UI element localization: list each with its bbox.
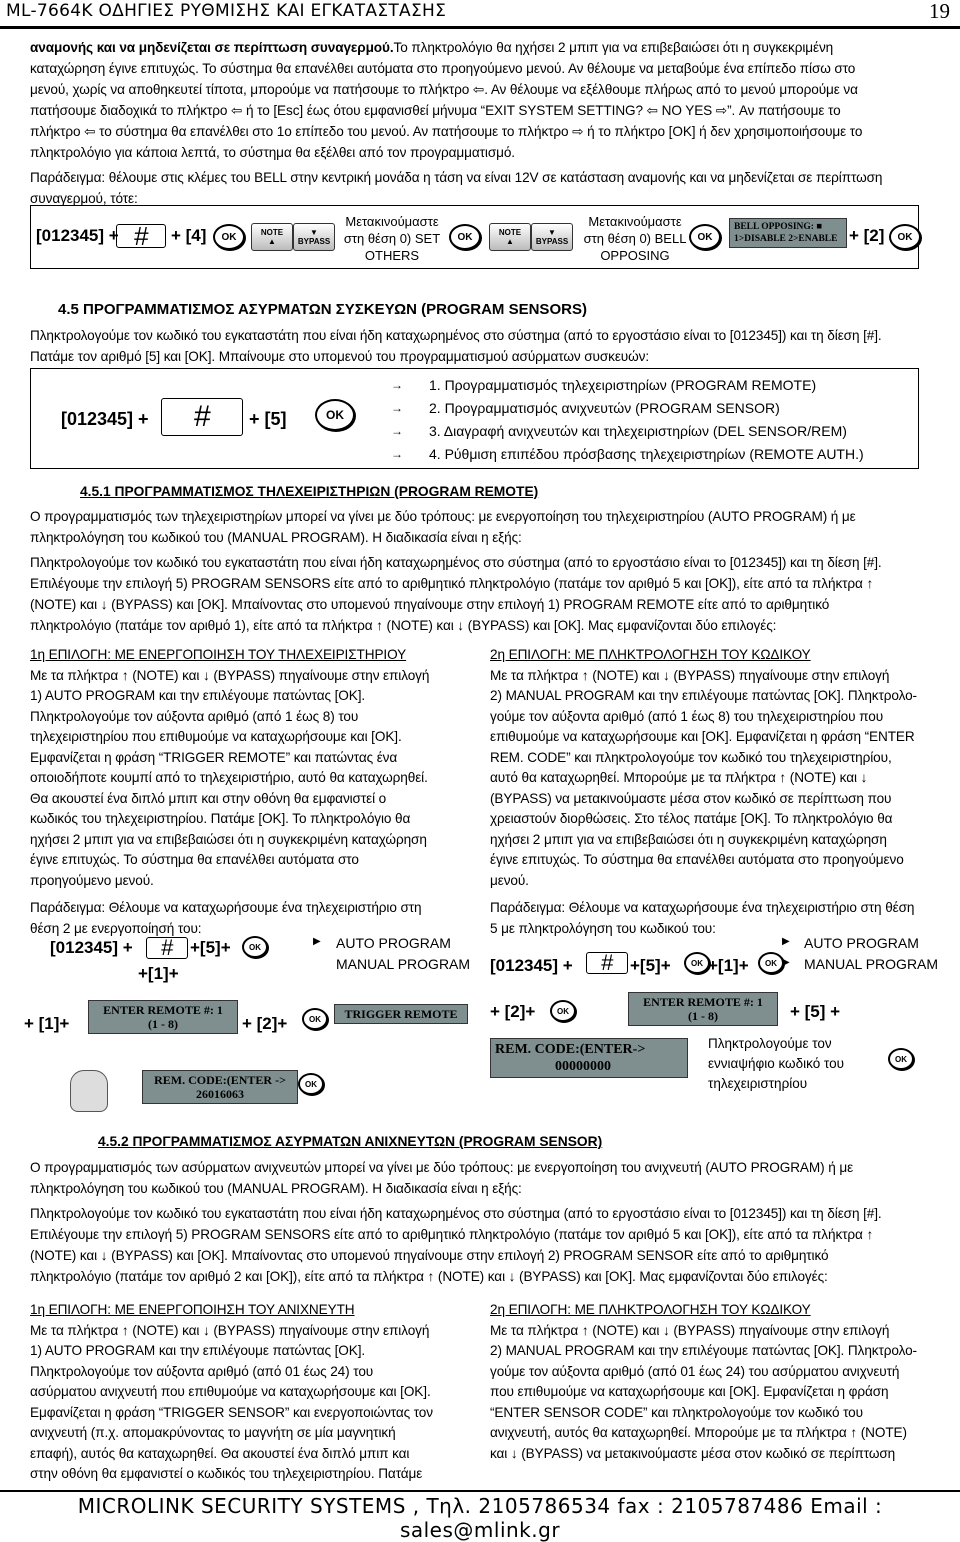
lcd-line: REM. CODE:(ENTER-> — [495, 1042, 646, 1057]
nine-digit-note — [708, 1034, 868, 1094]
intro-line: πληκτρολόγιο για κάποια λεπτά, το σύστημα θα εξέλθει από τον προγραμματισμό. — [30, 145, 515, 160]
option-line: που επιθυμούμε να καταχωρήσουμε και [OK]. Εμφανίζεται η φράση — [490, 1384, 889, 1399]
option-line: γούμε τον αύξοντα αριθμό (από 01 έως 24) του ασύρματου ανιχνευτή — [490, 1363, 900, 1379]
pointer-icon: ▶ — [313, 936, 321, 947]
ok-key-icon: OK — [298, 1073, 324, 1095]
key-2: + [2]+ — [490, 1002, 536, 1021]
lcd-bell-opposing — [729, 218, 847, 248]
paragraph-line: Ο προγραμματισμός των τηλεχειριστηρίων μπορεί να γίνει με δύο τρόπους: με ενεργοποίηση του τηλεχειριστηρίου (AUTO PROGRAM) ή με — [30, 509, 856, 524]
submenu-item — [391, 419, 911, 442]
lcd-line: 00000000 — [555, 1059, 611, 1074]
footer-contact: MICROLINK SECURITY SYSTEMS , Τηλ. 2105786534 fax : 2105787486 Email : sales@mlink.gr — [77, 1494, 883, 1542]
program-sensors-box — [30, 368, 919, 469]
paragraph-line: πληκτρολόγηση του κωδικού του (MANUAL PROGRAM). Η διαδικασία είναι η εξής: — [30, 1181, 522, 1196]
option-line: Εμφανίζεται η φράση “TRIGGER REMOTE” και πατώντας ένα — [30, 749, 398, 765]
lcd-line: BELL OPPOSING: ■ — [734, 222, 823, 232]
option-line: Πληκτρολογούμε τον αύξοντα αριθμό (από 01 έως 24) του — [30, 1363, 374, 1379]
submenu-item — [391, 373, 911, 396]
ok-key-icon: OK — [302, 1008, 328, 1030]
remote-option-1 — [30, 645, 475, 939]
intro-line: πλήκτρο ⇦ το σύστημα θα επανέλθει στο 1ο επίπεδο του μενού. Αν πατήσουμε το πλήκτρο ⇨ ή το πλήκτρο [OK] ή δεν χρησιμοποιήσουμε το — [30, 124, 863, 139]
option-example: 5 με πληκτρολόγηση του κωδικού του: — [490, 920, 716, 936]
key-1: +[1]+ — [708, 956, 749, 975]
ok-key-icon: OK — [689, 224, 721, 250]
option-line: γούμε τον αύξοντα αριθμό (από 1 έως 8) του τηλεχειριστηρίου που — [490, 708, 884, 724]
example-sequence-box — [30, 205, 919, 269]
option-line: Με τα πλήκτρα ↑ (NOTE) και ↓ (BYPASS) πηγαίνουμε στην επιλογή — [30, 1322, 430, 1338]
lcd-line: REM. CODE:(ENTER -> — [154, 1073, 286, 1087]
key-1: +[1]+ — [138, 964, 179, 983]
intro-bold: αναμονής και να μηδενίζεται σε περίπτωση συναγερμού. — [30, 40, 394, 55]
paragraph-line: (NOTE) και ↓ (BYPASS) και [OK]. Μπαίνοντας στο υπομενού πηγαίνουμε στην επιλογή 1) PROGRAM REMOTE είτε από το αριθμητικό — [30, 597, 830, 612]
option-line: ασύρματου ανιχνευτή που επιθυμούμε να καταχωρήσουμε και [OK]. — [30, 1384, 431, 1399]
lcd-line: ENTER REMOTE #: 1 — [643, 995, 763, 1009]
arrow-icon: → — [391, 377, 403, 392]
option-line: 1) AUTO PROGRAM και την επιλέγουμε πατώντας [OK]. — [30, 1343, 366, 1358]
remote-control-icon — [70, 1070, 108, 1112]
paragraph-line: Επιλέγουμε την επιλογή 5) PROGRAM SENSORS είτε από το αριθμητικό πληκτρολόγιο (πατάμε τον αριθμό 5 και [OK]), είτε από τα πλήκτρα ↑ — [30, 576, 874, 591]
intro-line: μενού, χωρίς να αποθηκευτεί τίποτα, μπορούμε να πατήσουμε το πλήκτρο ⇦. Αν θέλουμε να εξέλθουμε πλήρως από το μενού μπορούμε να — [30, 82, 858, 97]
submenu-label: 1. Προγραμματισμός τηλεχειριστηρίων (PROGRAM REMOTE) — [429, 376, 817, 393]
option-line: έγινε επιτυχώς. Το σύστημα θα επανέλθει αυτόματα στο προηγούμενο — [490, 852, 904, 867]
option-title: 1η ΕΠΙΛΟΓΗ: ΜΕ ΕΝΕΡΓΟΠΟΙΗΣΗ ΤΟΥ ΤΗΛΕΧΕΙΡΙΣΤΗΡΙΟΥ — [30, 647, 407, 662]
option-line: 2) MANUAL PROGRAM και την επιλέγουμε πατώντας [OK]. Πληκτρολο- — [490, 688, 917, 703]
auto-program-label: AUTO PROGRAM — [804, 935, 919, 951]
ok-key-icon: OK — [758, 952, 784, 974]
intro-paragraph — [30, 37, 955, 209]
ok-key-icon: OK — [315, 399, 355, 431]
lcd-line: (1 - 8) — [148, 1017, 178, 1031]
example-line: συναγερμού, τότε: — [30, 191, 138, 206]
option-line: στην οθόνη θα εμφανιστεί ο κωδικός του τηλεχειριστηρίου. Πατάμε — [30, 1466, 423, 1481]
option-title: 2η ΕΠΙΛΟΓΗ: ΜΕ ΠΛΗΚΤΡΟΛΟΓΗΣΗ ΤΟΥ ΚΩΔΙΚΟΥ — [490, 647, 811, 662]
lcd-line: (1 - 8) — [688, 1009, 718, 1023]
submenu-item — [391, 396, 911, 419]
option-example: Παράδειγμα: Θέλουμε να καταχωρήσουμε ένα τηλεχειριστήριο στη θέση — [490, 900, 915, 915]
lcd-enter-remote — [88, 1000, 238, 1034]
option-line: χρειαστούν διορθώσεις. Στο τέλος πατάμε [OK]. Το πληκτρολόγιο θα — [490, 811, 893, 826]
option-line: ηχήσει 2 μπιπ για να επιβεβαιώσει ότι η συγκεκριμένη καταχώρηση — [490, 831, 887, 847]
installer-code: [012345] + — [50, 938, 133, 957]
lcd-line: ENTER REMOTE #: 1 — [103, 1003, 223, 1017]
option-title: 2η ΕΠΙΛΟΓΗ: ΜΕ ΠΛΗΚΤΡΟΛΟΓΗΣΗ ΤΟΥ ΚΩΔΙΚΟΥ — [490, 1302, 811, 1317]
option-line: Εμφανίζεται η φράση “TRIGGER SENSOR” και ενεργοποιώντας τον — [30, 1404, 433, 1420]
move-note-line: στη θέση 0) BELL — [583, 231, 687, 246]
remote-auto-diagram — [24, 930, 480, 1110]
installer-code: [012345] + — [61, 409, 149, 429]
lcd-line: 26016063 — [196, 1087, 244, 1101]
lcd-rem-code — [142, 1070, 298, 1104]
option-line: έγινε επιτυχώς. Το σύστημα θα επανέλθει αυτόματα στο — [30, 852, 359, 867]
remote-option-2 — [490, 645, 950, 939]
option-line: και ↓ (BYPASS) να μετακινούμαστε μέσα στον κωδικό σε περίπτωση — [490, 1445, 896, 1461]
note-line: εννιαψήφιο κωδικό του — [708, 1056, 844, 1071]
paragraph-line: Πληκτρολογούμε τον κωδικό του εγκαταστάτη που είναι ήδη καταχωρημένος στο σύστημα (από το εργοστάσιο είναι το [012345]) και τη δίεση [#]. — [30, 328, 882, 343]
installer-code: [012345] + — [490, 956, 573, 975]
option-example: θέση 2 με ενεργοποίησή του: — [30, 920, 202, 936]
option-line: “ENTER SENSOR CODE” και πληκτρολογούμε τον κωδικό του — [490, 1404, 863, 1420]
paragraph-line: πληκτρολόγηση του κωδικού του (MANUAL PROGRAM). Η διαδικασία είναι η εξής: — [30, 530, 522, 545]
key-5: + [5] + — [790, 1002, 841, 1021]
move-note-line: OTHERS — [364, 248, 420, 263]
sensor-option-2 — [490, 1300, 950, 1464]
option-line: τηλεχειριστηρίου που επιθυμούμε να καταχωρήσουμε και [OK]. — [30, 729, 402, 744]
page-number: 19 — [929, 0, 950, 23]
move-note-2 — [579, 213, 691, 264]
paragraph-line: Πληκτρολογούμε τον κωδικό του εγκαταστάτη που είναι ήδη καταχωρημένος στο σύστημα (από το εργοστάσιο είναι το [012345]) και τη δίεση [#]. — [30, 1206, 882, 1221]
option-line: οποιοδήποτε κουμπί από το τηλεχειριστήριο, αυτό θα καταχωρηθεί. — [30, 770, 428, 785]
paragraph-line: πληκτρολόγιο (πατάμε τον αριθμό 1), είτε από τα πλήκτρα ↑ (NOTE) και ↓ (BYPASS) και [OK]. Μας εμφανίζονται δύο επιλογές: — [30, 618, 777, 633]
note-line: Πληκτρολογούμε τον — [708, 1036, 832, 1051]
section-4-5-title: 4.5 ΠΡΟΓΡΑΜΜΑΤΙΣΜΟΣ ΑΣΥΡΜΑΤΩΝ ΣΥΣΚΕΥΩΝ (PROGRAM SENSORS) — [58, 301, 587, 318]
move-note-line: OPPOSING — [600, 248, 670, 263]
section-4-5-paragraph — [30, 325, 955, 367]
paragraph-line: Πατάμε τον αριθμό [5] και [OK]. Μπαίνουμε στο υπομενού του προγραμματισμού ασύρματων συσκευών: — [30, 349, 650, 364]
key-5: +[5]+ — [630, 956, 671, 975]
option-line: Με τα πλήκτρα ↑ (NOTE) και ↓ (BYPASS) πηγαίνουμε στην επιλογή — [30, 667, 430, 683]
option-line: 1) AUTO PROGRAM και την επιλέγουμε πατώντας [OK]. — [30, 688, 366, 703]
option-example: Παράδειγμα: Θέλουμε να καταχωρήσουμε ένα τηλεχειριστήριο στη — [30, 900, 422, 915]
bypass-key-icon: ▼ BYPASS — [293, 223, 335, 251]
lcd-rem-code — [490, 1038, 688, 1078]
installer-code: [012345] + — [36, 226, 119, 245]
ok-key-icon: OK — [449, 224, 481, 250]
option-line: ηχήσει 2 μπιπ για να επιβεβαιώσει ότι η συγκεκριμένη καταχώρηση — [30, 831, 427, 847]
move-note-1 — [337, 213, 447, 264]
arrow-icon: → — [391, 423, 403, 438]
option-line: αυτό θα καταχωρηθεί. Μπορούμε με τα πλήκτρα ↑ (NOTE) και ↓ — [490, 770, 868, 785]
option-line: μενού. — [490, 872, 529, 888]
option-line: Θα ακουστεί ένα διπλό μπιπ και στην οθόνη θα εμφανιστεί ο — [30, 790, 387, 806]
submenu-label: 4. Ρύθμιση επιπέδου πρόσβασης τηλεχειριστηρίων (REMOTE AUTH.) — [429, 445, 864, 462]
note-key-icon: NOTE ▲ — [251, 223, 293, 251]
option-line: επαφή), αυτός θα καταχωρηθεί. Θα ακουστεί ένα διπλό μπιπ και — [30, 1445, 410, 1461]
note-line: τηλεχειριστηρίου — [708, 1076, 808, 1091]
section-4-5-1-title: 4.5.1 ΠΡΟΓΡΑΜΜΑΤΙΣΜΟΣ ΤΗΛΕΧΕΙΡΙΣΤΗΡΙΩΝ (PROGRAM REMOTE) — [80, 484, 539, 499]
lcd-line: 1>DISABLE 2>ENABLE — [734, 234, 838, 244]
manual-program-label: MANUAL PROGRAM — [336, 956, 471, 972]
hash-key: # — [586, 952, 628, 974]
move-note-line: Μετακινούμαστε — [345, 214, 439, 229]
key-2: + [2]+ — [242, 1014, 288, 1033]
ok-key-icon: OK — [242, 936, 268, 958]
note-key-icon: NOTE ▲ — [489, 223, 531, 251]
remote-manual-diagram — [490, 930, 955, 1110]
lcd-enter-remote — [628, 992, 778, 1026]
option-line: Με τα πλήκτρα ↑ (NOTE) και ↓ (BYPASS) πηγαίνουμε στην επιλογή — [490, 667, 890, 683]
manual-program-label: MANUAL PROGRAM — [804, 956, 939, 972]
submenu-list — [391, 373, 911, 465]
ok-key-icon: OK — [550, 1000, 576, 1022]
option-line: ανιχνευτή, αυτός θα καταχωρηθεί. Μπορούμε με τα πλήκτρα ↑ (NOTE) — [490, 1425, 907, 1440]
header-title: ML-7664K ΟΔΗΓΙΕΣ ΡΥΘΜΙΣΗΣ ΚΑΙ ΕΓΚΑΤΑΣΤΑΣΗΣ — [6, 1, 447, 21]
key-4: + [4] — [171, 226, 207, 245]
intro-line: Το πληκτρολόγιο θα ηχήσει 2 μπιπ για να επιβεβαιώσει ότι η συγκεκριμένη — [393, 40, 834, 55]
option-line: 2) MANUAL PROGRAM και την επιλέγουμε πατώντας [OK]. Πληκτρολο- — [490, 1343, 917, 1358]
option-title: 1η ΕΠΙΛΟΓΗ: ΜΕ ΕΝΕΡΓΟΠΟΙΗΣΗ ΤΟΥ ΑΝΙΧΝΕΥΤΗ — [30, 1302, 355, 1317]
key-5: + [5] — [249, 409, 287, 429]
bypass-key-icon: ▼ BYPASS — [531, 223, 573, 251]
pointer-icon: ▶ — [782, 957, 790, 968]
hash-key: # — [146, 937, 188, 959]
option-line: επιθυμούμε να καταχωρήσουμε και [OK]. Εμφανίζεται η φράση “ENTER — [490, 729, 915, 744]
submenu-label: 3. Διαγραφή ανιχνευτών και τηλεχειριστηρίων (DEL SENSOR/REM) — [429, 422, 847, 439]
header-divider — [0, 26, 960, 29]
ok-key-icon: OK — [888, 1048, 914, 1070]
option-line: (BYPASS) να μετακινούμαστε μέσα στον κωδικό σε περίπτωση που — [490, 790, 892, 806]
paragraph-line: Πληκτρολογούμε τον κωδικό του εγκαταστάτη που είναι ήδη καταχωρημένος στο σύστημα (από το εργοστάσιο είναι το [012345]) και τη δίεση [#]. — [30, 555, 882, 570]
submenu-label: 2. Προγραμματισμός ανιχνευτών (PROGRAM SENSOR) — [429, 399, 780, 416]
pointer-icon: ▶ — [782, 936, 790, 947]
key-5: +[5]+ — [190, 938, 231, 957]
paragraph-line: πληκτρολόγιο (πατάμε τον αριθμό 2 και [OK]), είτε από τα πλήκτρα ↑ (NOTE) και ↓ (BYPASS) και [OK]. Μας εμφανίζονται δύο επιλογές: — [30, 1269, 828, 1284]
paragraph-line: Ο προγραμματισμός των ασύρματων ανιχνευτών μπορεί να γίνει με δύο τρόπους: με ενεργοποίηση του ανιχνευτή (AUTO PROGRAM) ή με — [30, 1160, 854, 1175]
section-4-5-2-title: 4.5.2 ΠΡΟΓΡΑΜΜΑΤΙΣΜΟΣ ΑΣΥΡΜΑΤΩΝ ΑΝΙΧΝΕΥΤΩΝ (PROGRAM SENSOR) — [98, 1134, 603, 1149]
option-line: κωδικός του τηλεχειριστηρίου. Πατάμε [OK]. Το πληκτρολόγιο θα — [30, 811, 411, 826]
hash-key: # — [116, 224, 166, 248]
ok-key-icon: OK — [684, 952, 710, 974]
arrow-icon: → — [391, 400, 403, 415]
intro-line: καταχώρηση έγινε επιτυχώς. Το σύστημα θα επανέλθει αυτόματα στο προηγούμενο μενού. Αν θέλουμε να μεταβούμε ένα επίπεδο πίσω στο — [30, 61, 856, 76]
move-note-line: στη θέση 0) SET — [343, 231, 441, 246]
submenu-item — [391, 442, 911, 465]
example-line: Παράδειγμα: θέλουμε στις κλέμες του BELL στην κεντρική μονάδα η τάση να είναι 12V σε κατάσταση αναμονής και να μηδενίζεται σε περίπτωση — [30, 170, 883, 185]
option-line: REM. CODE” και πληκτρολογούμε τον κωδικό του τηλεχειριστηρίου, — [490, 749, 892, 765]
option-line: προηγούμενο μενού. — [30, 872, 154, 888]
sensor-option-1 — [30, 1300, 475, 1485]
paragraph-line: Επιλέγουμε την επιλογή 5) PROGRAM SENSORS είτε από το αριθμητικό πληκτρολόγιο (πατάμε τον αριθμό 5 και [OK]), είτε από τα πλήκτρα ↑ — [30, 1227, 874, 1242]
option-line: Με τα πλήκτρα ↑ (NOTE) και ↓ (BYPASS) πηγαίνουμε στην επιλογή — [490, 1322, 890, 1338]
option-line: Πληκτρολογούμε τον αύξοντα αριθμό (από 1 έως 8) του — [30, 708, 359, 724]
arrow-icon: → — [391, 446, 403, 461]
ok-key-icon: OK — [213, 224, 245, 250]
lcd-trigger-remote: TRIGGER REMOTE — [334, 1004, 468, 1024]
move-note-line: Μετακινούμαστε — [588, 214, 682, 229]
option-line: ανιχνευτή (π.χ. απομακρύνοντας το μαγνήτη σε μία μαγνητική — [30, 1425, 396, 1440]
key-1: + [1]+ — [24, 1014, 70, 1033]
hash-key: # — [161, 398, 243, 436]
section-4-5-1-paragraph — [30, 506, 955, 636]
footer-divider — [0, 1490, 960, 1492]
key-2: + [2] — [849, 226, 885, 245]
auto-program-label: AUTO PROGRAM — [336, 935, 451, 951]
intro-line: πατήσουμε διαδοχικά το πλήκτρο ⇦ ή το [Esc] έως ότου εμφανισθεί μήνυμα “EXIT SYSTEM SETTING? ⇦ NO YES ⇨”. Αν πατήσουμε το — [30, 103, 841, 118]
section-4-5-2-paragraph — [30, 1157, 955, 1287]
ok-key-icon: OK — [889, 224, 921, 250]
paragraph-line: (NOTE) και ↓ (BYPASS) και [OK]. Μπαίνοντας στο υπομενού πηγαίνουμε στην επιλογή 2) PROGRAM SENSOR είτε από το αριθμητικό — [30, 1248, 829, 1263]
